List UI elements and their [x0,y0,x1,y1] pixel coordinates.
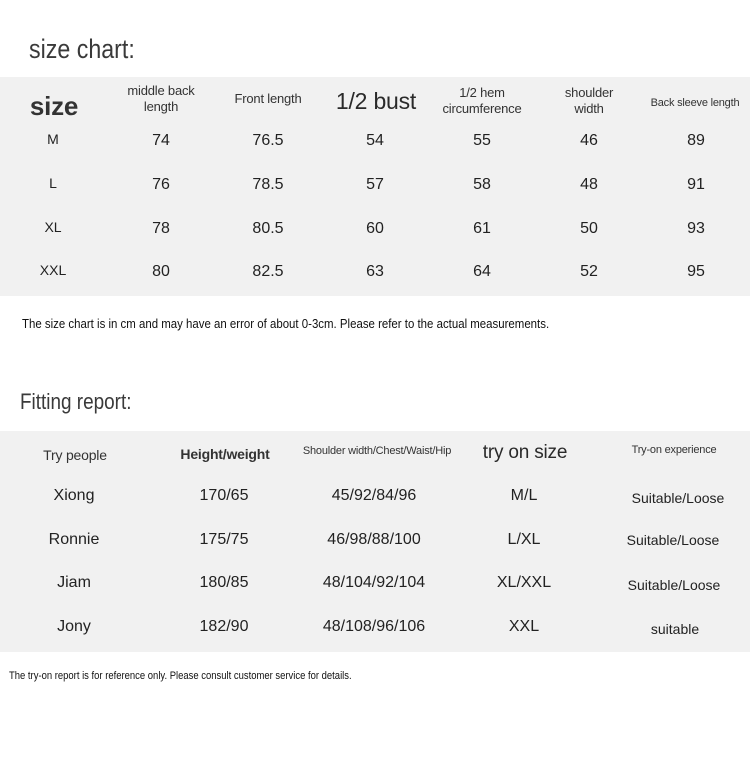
half-bust-cell: 60 [366,220,384,237]
header-try-people: Try people [43,447,107,463]
fitting-report-heading: Fitting report: [20,389,132,414]
back-sleeve-length-cell: 95 [687,263,705,280]
fitting-report-note: The try-on report is for reference only. Please consult customer service for details. [9,670,352,682]
person-name-cell: Xiong [53,487,95,504]
half-hem-cell: 64 [473,263,491,280]
header-middle-back-length: middle back length [127,83,195,114]
half-bust-cell: 57 [366,176,384,193]
header-front-length: Front length [234,91,302,106]
body-measurements-cell: 45/92/84/96 [331,487,417,504]
size-chart-note: The size chart is in cm and may have an error of about 0-3cm. Please refer to the actual measurements. [22,316,550,331]
body-measurements-cell: 48/104/92/104 [322,574,426,591]
person-name-cell: Jiam [57,574,91,591]
size-row [0,219,750,241]
person-name-cell: Ronnie [48,531,100,548]
person-name-cell: Jony [57,618,91,635]
fitting-row [0,530,750,552]
front-length-cell: 82.5 [252,263,284,280]
middle-back-length-cell: 76 [152,176,170,193]
header-body-measurements: Shoulder width/Chest/Waist/Hip [302,445,452,457]
header-try-on-size: try on size [482,442,568,463]
front-length-cell: 76.5 [252,132,284,149]
half-hem-cell: 61 [473,220,491,237]
half-bust-cell: 63 [366,263,384,280]
fitting-report-table [0,431,750,652]
height-weight-cell: 170/65 [199,487,249,504]
front-length-cell: 80.5 [252,220,284,237]
height-weight-cell: 182/90 [199,618,249,635]
header-shoulder-width: shoulder width [564,85,614,116]
height-weight-cell: 175/75 [199,531,249,548]
half-hem-cell: 55 [473,132,491,149]
size-cell: L [49,175,57,191]
try-on-size-cell: M/L [510,487,538,504]
try-on-size-cell: XL/XXL [496,574,552,591]
size-cell: M [47,131,59,147]
size-chart-heading: size chart: [29,34,135,64]
shoulder-width-cell: 50 [580,220,598,237]
front-length-cell: 78.5 [252,176,284,193]
size-row [0,131,750,153]
header-half-bust: 1/2 bust [335,88,417,114]
shoulder-width-cell: 46 [580,132,598,149]
experience-cell: suitable [650,621,700,637]
header-try-on-experience: Try-on experience [631,444,717,456]
header-size: size [29,91,79,121]
experience-cell: Suitable/Loose [627,577,721,593]
size-row [0,262,750,284]
size-chart-header-row [0,83,750,123]
back-sleeve-length-cell: 93 [687,220,705,237]
half-bust-cell: 54 [366,132,384,149]
body-measurements-cell: 48/108/96/106 [322,618,426,635]
body-measurements-cell: 46/98/88/100 [327,531,421,548]
header-back-sleeve-length: Back sleeve length [650,97,740,109]
experience-cell: Suitable/Loose [626,532,720,548]
shoulder-width-cell: 48 [580,176,598,193]
height-weight-cell: 180/85 [199,574,249,591]
size-row [0,175,750,197]
fitting-row [0,573,750,595]
fitting-row [0,486,750,508]
middle-back-length-cell: 74 [152,132,170,149]
size-chart-table [0,77,750,296]
half-hem-cell: 58 [473,176,491,193]
middle-back-length-cell: 80 [152,263,170,280]
size-cell: XXL [39,262,67,278]
middle-back-length-cell: 78 [152,220,170,237]
try-on-size-cell: XXL [508,618,540,635]
try-on-size-cell: L/XL [507,531,541,548]
back-sleeve-length-cell: 91 [687,176,705,193]
size-cell: XL [44,219,62,235]
experience-cell: Suitable/Loose [631,490,725,506]
fitting-row [0,617,750,639]
back-sleeve-length-cell: 89 [687,132,705,149]
header-half-hem-circumference: 1/2 hem circumference [442,85,522,116]
header-height-weight: Height/weight [180,446,270,462]
shoulder-width-cell: 52 [580,263,598,280]
fitting-header-row [0,443,750,471]
